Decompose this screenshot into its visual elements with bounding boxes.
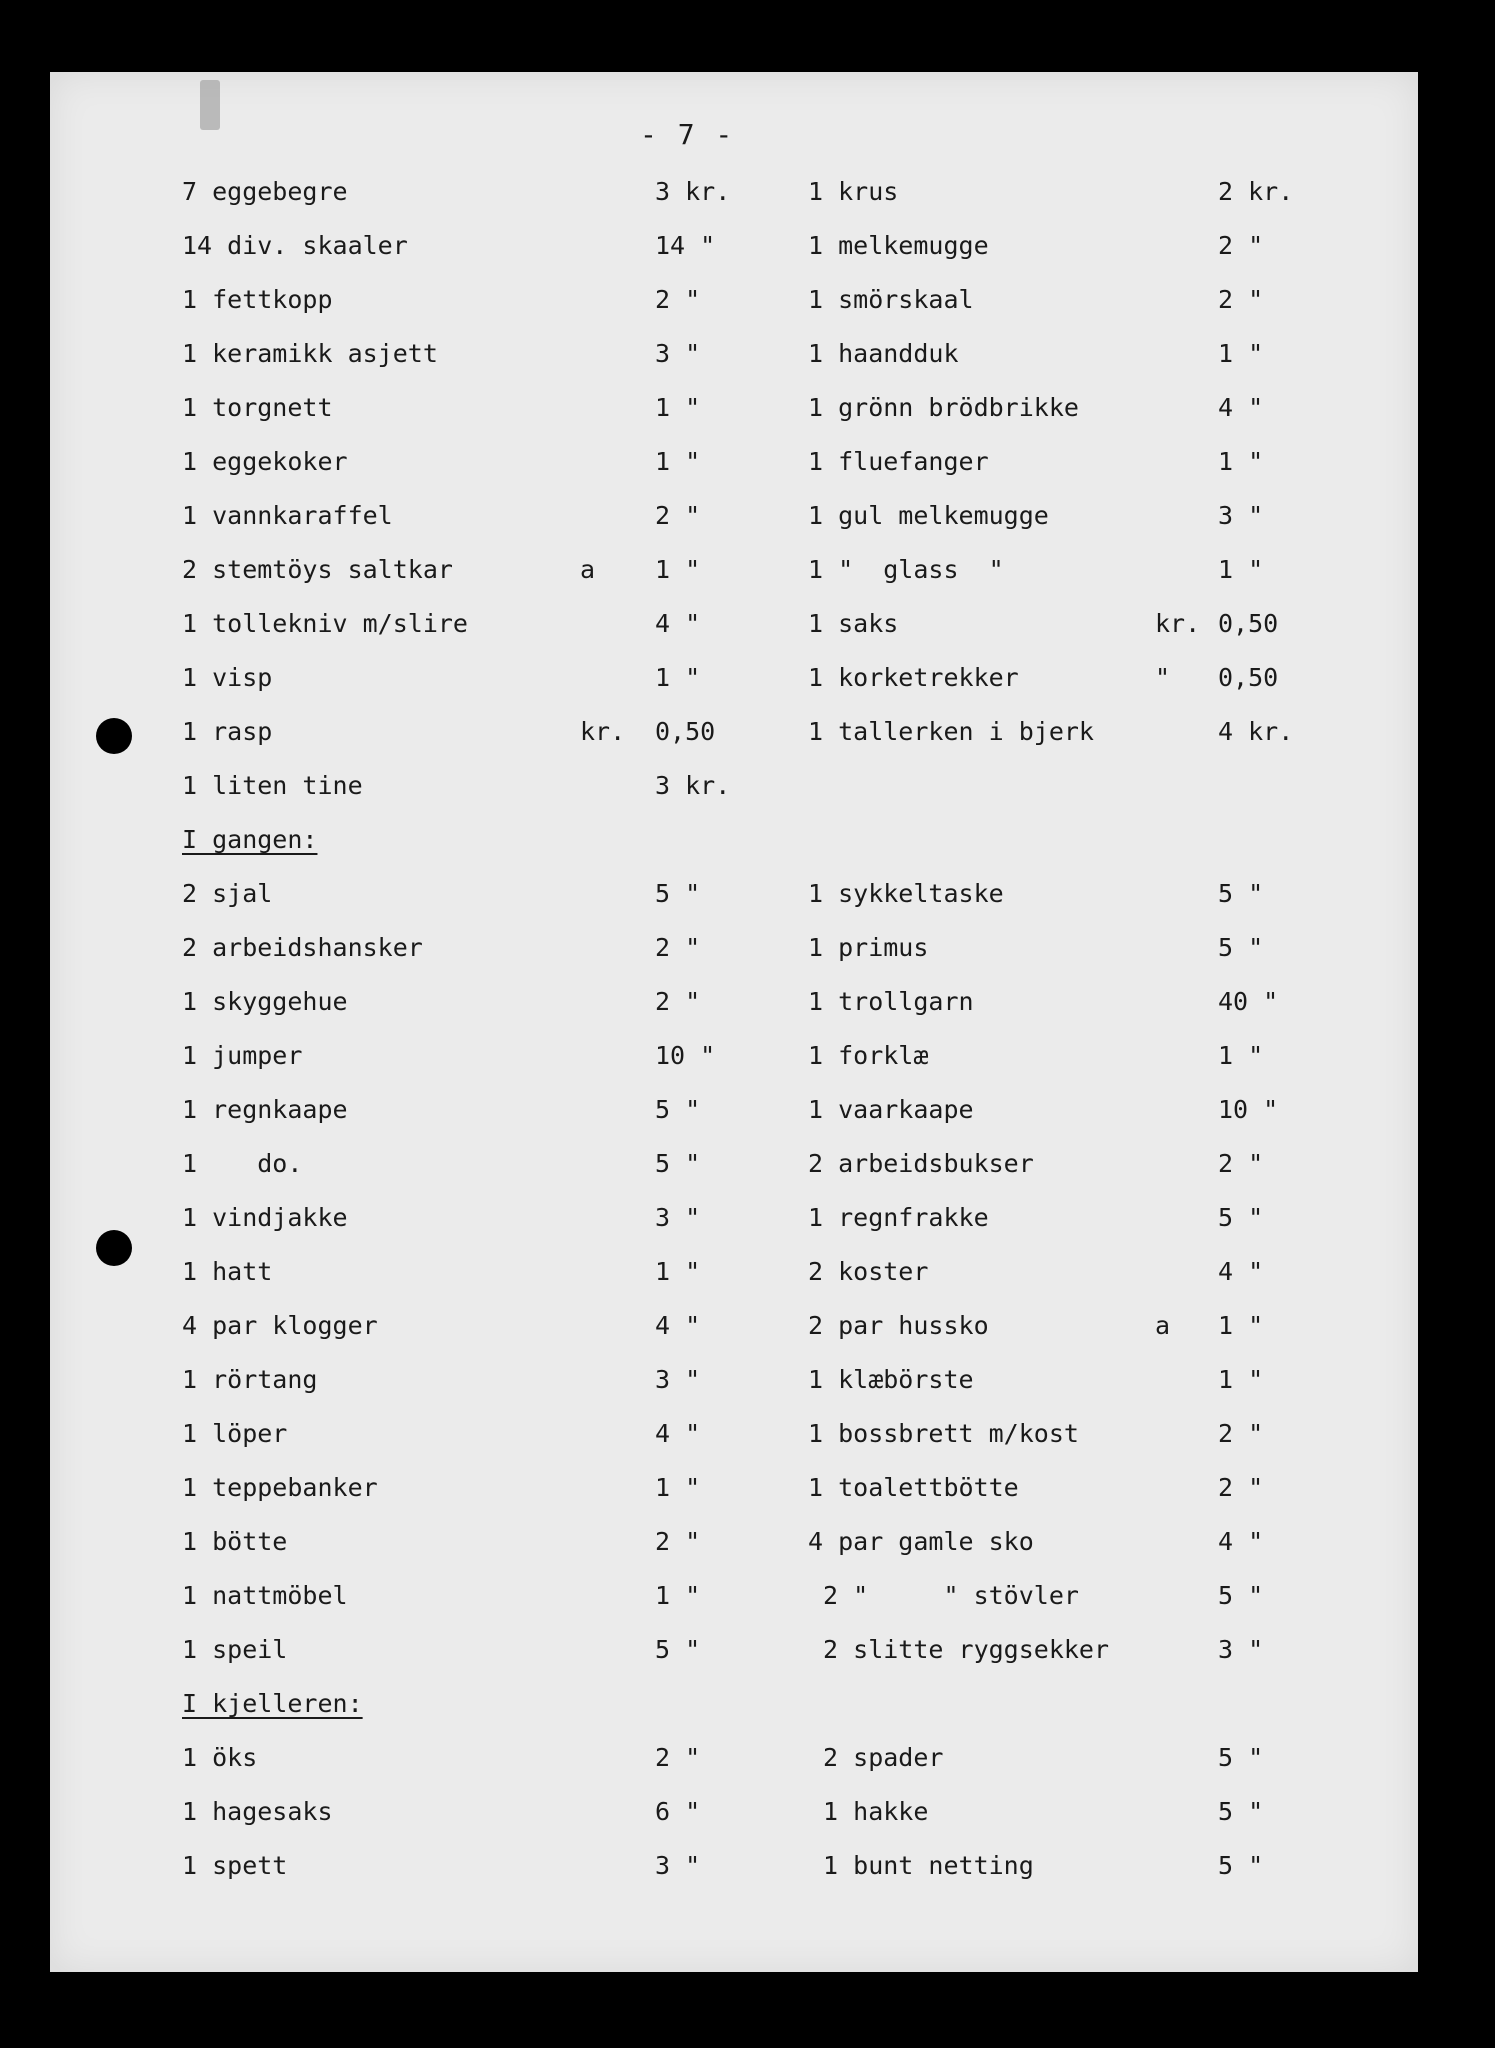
- item-right-amount: 5 ": [1218, 1851, 1264, 1880]
- item-left-desc: 2 sjal: [182, 879, 273, 908]
- item-right-amount: 5 ": [1218, 933, 1264, 962]
- list-row: [0, 1144, 1495, 1184]
- item-right-amount: 1 ": [1218, 1041, 1264, 1070]
- item-right-amount: 2 ": [1218, 1419, 1264, 1448]
- item-right-desc: 2 spader: [808, 1743, 944, 1772]
- item-left-desc: 1 do.: [182, 1149, 303, 1178]
- item-right-amount: 5 ": [1218, 879, 1264, 908]
- item-left-amount: 0,50: [655, 717, 716, 746]
- list-row: [0, 1090, 1495, 1130]
- item-right-desc: 2 " " stövler: [808, 1581, 1079, 1610]
- item-right-desc: 1 korketrekker: [808, 663, 1019, 692]
- item-right-desc: 1 bunt netting: [808, 1851, 1034, 1880]
- section-heading: I kjelleren:: [182, 1689, 363, 1718]
- item-left-desc: 1 vindjakke: [182, 1203, 348, 1232]
- item-right-desc: 1 fluefanger: [808, 447, 989, 476]
- item-left-amount: 5 ": [655, 1149, 701, 1178]
- item-right-amount: 1 ": [1218, 447, 1264, 476]
- item-right-amount: 4 kr.: [1218, 717, 1294, 746]
- item-left-amount: 4 ": [655, 609, 701, 638]
- item-right-amount: 5 ": [1218, 1581, 1264, 1610]
- list-row: [0, 172, 1495, 212]
- item-left-desc: 1 hagesaks: [182, 1797, 333, 1826]
- list-row: [0, 280, 1495, 320]
- item-left-prefix: kr.: [580, 717, 626, 746]
- item-left-desc: 4 par klogger: [182, 1311, 378, 1340]
- item-left-desc: 1 bötte: [182, 1527, 288, 1556]
- item-right-amount: 1 ": [1218, 1365, 1264, 1394]
- item-left-amount: 2 ": [655, 1743, 701, 1772]
- item-right-amount: 0,50: [1218, 663, 1279, 692]
- item-left-amount: 1 ": [655, 447, 701, 476]
- item-left-amount: 1 ": [655, 663, 701, 692]
- item-left-amount: 1 ": [655, 1473, 701, 1502]
- item-left-amount: 3 ": [655, 339, 701, 368]
- item-right-amount: 10 ": [1218, 1095, 1279, 1124]
- item-left-desc: 1 öks: [182, 1743, 258, 1772]
- item-right-desc: 1 toalettbötte: [808, 1473, 1019, 1502]
- item-right-amount: 1 ": [1218, 555, 1264, 584]
- item-right-desc: 2 slitte ryggsekker: [808, 1635, 1110, 1664]
- item-left-amount: 6 ": [655, 1797, 701, 1826]
- list-row: [0, 334, 1495, 374]
- item-left-desc: 1 keramikk asjett: [182, 339, 438, 368]
- item-left-desc: 1 teppebanker: [182, 1473, 378, 1502]
- list-row: [0, 1414, 1495, 1454]
- item-right-amount: 2 kr.: [1218, 177, 1294, 206]
- list-row: [0, 550, 1495, 590]
- item-right-desc: 1 " glass ": [808, 555, 1004, 584]
- item-left-amount: 4 ": [655, 1419, 701, 1448]
- item-left-desc: 1 torgnett: [182, 393, 333, 422]
- item-left-amount: 5 ": [655, 1095, 701, 1124]
- item-right-amount: 2 ": [1218, 285, 1264, 314]
- item-right-prefix: ": [1155, 663, 1171, 692]
- item-left-amount: 1 ": [655, 555, 701, 584]
- item-right-desc: 1 saks: [808, 609, 899, 638]
- item-right-desc: 1 vaarkaape: [808, 1095, 974, 1124]
- item-left-amount: 3 ": [655, 1851, 701, 1880]
- list-row: [0, 928, 1495, 968]
- item-right-amount: 2 ": [1218, 1473, 1264, 1502]
- item-left-amount: 2 ": [655, 285, 701, 314]
- item-left-desc: 7 eggebegre: [182, 177, 348, 206]
- list-row: [0, 1252, 1495, 1292]
- item-right-desc: 1 bossbrett m/kost: [808, 1419, 1079, 1448]
- item-right-desc: 1 sykkeltaske: [808, 879, 1004, 908]
- item-right-prefix: a: [1155, 1311, 1171, 1340]
- item-right-desc: 1 krus: [808, 177, 899, 206]
- item-left-amount: 3 kr.: [655, 177, 731, 206]
- item-right-amount: 0,50: [1218, 609, 1279, 638]
- item-left-desc: 1 skyggehue: [182, 987, 348, 1016]
- item-right-desc: 1 gul melkemugge: [808, 501, 1049, 530]
- item-left-desc: 2 stemtöys saltkar: [182, 555, 453, 584]
- item-left-desc: 1 rasp: [182, 717, 273, 746]
- item-left-desc: 1 liten tine: [182, 771, 363, 800]
- item-left-amount: 10 ": [655, 1041, 716, 1070]
- list-row: [0, 1036, 1495, 1076]
- page-number: - 7 -: [640, 118, 735, 151]
- item-left-amount: 2 ": [655, 933, 701, 962]
- item-left-desc: 1 löper: [182, 1419, 288, 1448]
- item-right-desc: 1 melkemugge: [808, 231, 989, 260]
- list-row: [0, 766, 1495, 806]
- list-row: [0, 1468, 1495, 1508]
- item-right-desc: 4 par gamle sko: [808, 1527, 1034, 1556]
- item-left-amount: 5 ": [655, 879, 701, 908]
- item-left-amount: 3 ": [655, 1203, 701, 1232]
- item-left-desc: 1 hatt: [182, 1257, 273, 1286]
- item-left-desc: 1 fettkopp: [182, 285, 333, 314]
- item-left-amount: 2 ": [655, 1527, 701, 1556]
- item-right-amount: 3 ": [1218, 501, 1264, 530]
- item-left-amount: 14 ": [655, 231, 716, 260]
- item-right-amount: 4 ": [1218, 1257, 1264, 1286]
- item-left-desc: 1 speil: [182, 1635, 288, 1664]
- item-left-desc: 1 spett: [182, 1851, 288, 1880]
- item-right-desc: 1 forklæ: [808, 1041, 929, 1070]
- item-left-desc: 1 vannkaraffel: [182, 501, 393, 530]
- list-row: [0, 1792, 1495, 1832]
- item-left-amount: 1 ": [655, 1581, 701, 1610]
- list-row: [0, 712, 1495, 752]
- item-right-desc: 2 koster: [808, 1257, 929, 1286]
- paper-stain: [200, 80, 220, 130]
- list-row: [0, 1738, 1495, 1778]
- list-row: [0, 604, 1495, 644]
- list-row: [0, 982, 1495, 1022]
- item-right-amount: 4 ": [1218, 393, 1264, 422]
- item-right-amount: 1 ": [1218, 1311, 1264, 1340]
- item-right-amount: 2 ": [1218, 231, 1264, 260]
- item-left-amount: 2 ": [655, 987, 701, 1016]
- item-left-desc: 1 jumper: [182, 1041, 303, 1070]
- item-left-prefix: a: [580, 555, 596, 584]
- item-right-amount: 40 ": [1218, 987, 1279, 1016]
- item-right-amount: 1 ": [1218, 339, 1264, 368]
- item-right-desc: 1 trollgarn: [808, 987, 974, 1016]
- item-right-desc: 1 klæbörste: [808, 1365, 974, 1394]
- item-right-desc: 1 primus: [808, 933, 929, 962]
- list-row: [0, 874, 1495, 914]
- list-row: [0, 496, 1495, 536]
- item-right-desc: 2 arbeidsbukser: [808, 1149, 1034, 1178]
- list-row: [0, 1630, 1495, 1670]
- item-right-prefix: kr.: [1155, 609, 1201, 638]
- item-right-desc: 2 par hussko: [808, 1311, 989, 1340]
- item-left-desc: 1 rörtang: [182, 1365, 318, 1394]
- item-right-amount: 3 ": [1218, 1635, 1264, 1664]
- item-left-desc: 1 eggekoker: [182, 447, 348, 476]
- item-left-amount: 2 ": [655, 501, 701, 530]
- list-row: [0, 658, 1495, 698]
- item-right-desc: 1 hakke: [808, 1797, 929, 1826]
- item-left-desc: 1 tollekniv m/slire: [182, 609, 468, 638]
- section-heading: I gangen:: [182, 825, 318, 854]
- list-row: [0, 226, 1495, 266]
- item-right-amount: 5 ": [1218, 1203, 1264, 1232]
- list-row: [0, 1522, 1495, 1562]
- item-right-desc: 1 regnfrakke: [808, 1203, 989, 1232]
- list-row: [0, 1306, 1495, 1346]
- item-left-amount: 1 ": [655, 1257, 701, 1286]
- item-left-amount: 4 ": [655, 1311, 701, 1340]
- item-left-desc: 2 arbeidshansker: [182, 933, 423, 962]
- list-row: [0, 1198, 1495, 1238]
- item-right-amount: 5 ": [1218, 1743, 1264, 1772]
- item-right-amount: 5 ": [1218, 1797, 1264, 1826]
- item-left-amount: 5 ": [655, 1635, 701, 1664]
- item-left-desc: 14 div. skaaler: [182, 231, 408, 260]
- item-right-amount: 4 ": [1218, 1527, 1264, 1556]
- list-row: [0, 442, 1495, 482]
- item-right-amount: 2 ": [1218, 1149, 1264, 1178]
- item-right-desc: 1 smörskaal: [808, 285, 974, 314]
- item-right-desc: 1 haandduk: [808, 339, 959, 368]
- item-right-desc: 1 tallerken i bjerk: [808, 717, 1094, 746]
- item-left-amount: 1 ": [655, 393, 701, 422]
- item-left-desc: 1 nattmöbel: [182, 1581, 348, 1610]
- list-row: [0, 1846, 1495, 1886]
- item-left-desc: 1 regnkaape: [182, 1095, 348, 1124]
- item-left-amount: 3 kr.: [655, 771, 731, 800]
- list-row: [0, 1360, 1495, 1400]
- list-row: [0, 1576, 1495, 1616]
- item-left-desc: 1 visp: [182, 663, 273, 692]
- item-right-desc: 1 grönn brödbrikke: [808, 393, 1079, 422]
- item-left-amount: 3 ": [655, 1365, 701, 1394]
- list-row: [0, 388, 1495, 428]
